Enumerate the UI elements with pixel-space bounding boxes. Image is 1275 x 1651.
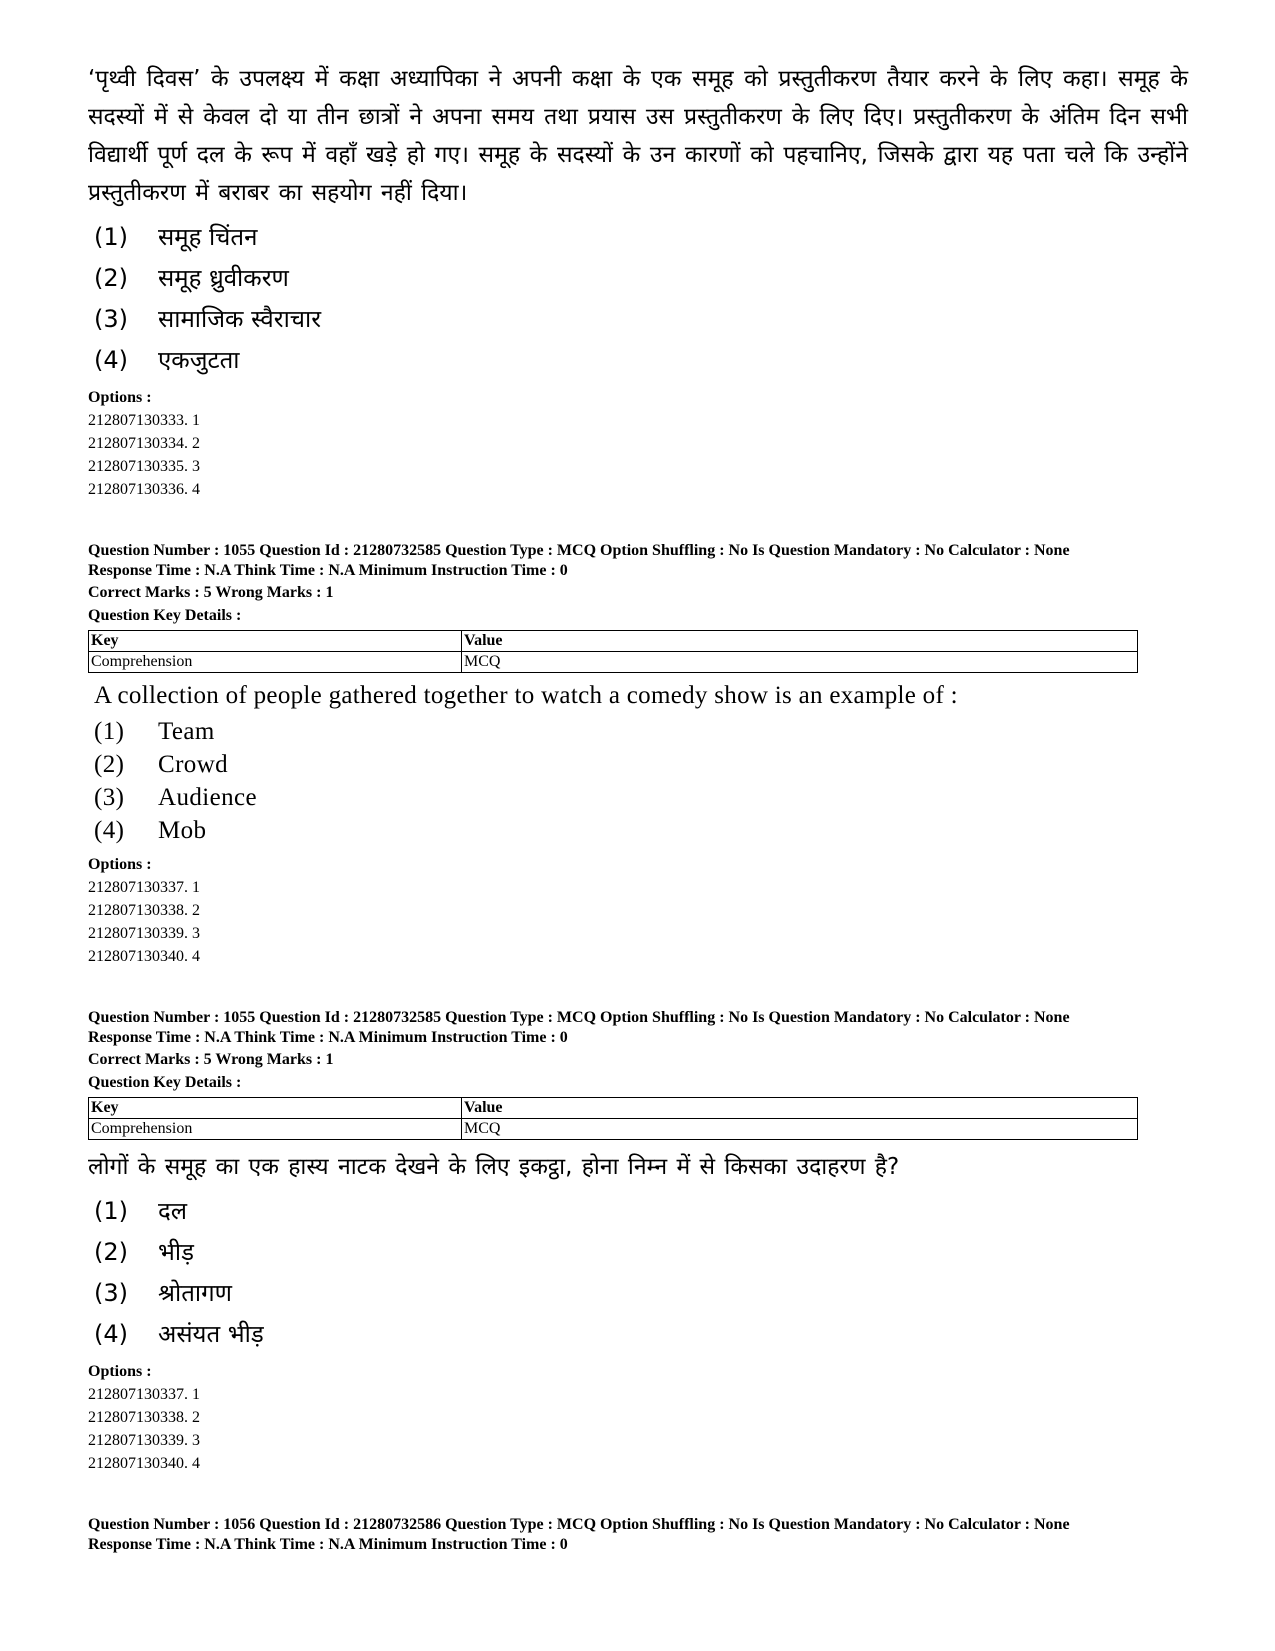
- choice-item: [94, 216, 1188, 257]
- question-meta: Question Number : 1056 Question Id : 21280732586 Question Type : MCQ Option Shuffling : No Is Question Mandatory : No Calculator : None: [88, 1516, 1070, 1533]
- question-block-2: [88, 541, 1188, 968]
- choice-text: समूह ध्रुवीकरण: [158, 264, 289, 292]
- choice-number: (3): [94, 304, 128, 333]
- options-label: Options :: [88, 1363, 152, 1380]
- marks-line: Correct Marks : 5 Wrong Marks : 1: [88, 584, 334, 601]
- choice-item: [94, 257, 1188, 298]
- question-text: A collection of people gathered together to watch a comedy show is an example of :: [94, 682, 958, 709]
- choice-item: [94, 715, 1188, 748]
- table-cell-key: Comprehension: [89, 1119, 462, 1140]
- choice-item: [94, 748, 1188, 781]
- question-block-4: [88, 1515, 1188, 1555]
- table-header-value: Value: [462, 631, 1138, 652]
- choice-text: समूह चिंतन: [158, 223, 258, 251]
- option-id: 212807130333. 1: [88, 412, 200, 429]
- option-id: 212807130339. 3: [88, 1432, 200, 1449]
- document-page: [88, 60, 1188, 1555]
- question-text: ‘पृथ्वी दिवस’ के उपलक्ष्य में कक्षा अध्यापिका ने अपनी कक्षा के एक समूह को प्रस्तुतीकरण तैयार करने के लिए कहा। समूह के सदस्यों में से केवल दो या तीन छात्रों ने अपना समय तथा प्रयास उस प्रस्तुतीकरण के लिए दिए। प्रस्तुतीकरण के अंतिम दिन सभी विद्यार्थी पूर्ण दल के रूप में वहाँ खड़े हो गए। समूह के सदस्यों के उन कारणों को पहचानिए, जिसके द्वारा यह पता चले कि उन्होंने प्रस्तुतीकरण में बराबर का सहयोग नहीं दिया।: [88, 66, 1188, 206]
- question-timing: Response Time : N.A Think Time : N.A Minimum Instruction Time : 0: [88, 1536, 568, 1553]
- question-meta: Question Number : 1055 Question Id : 21280732585 Question Type : MCQ Option Shuffling : No Is Question Mandatory : No Calculator : None: [88, 542, 1070, 559]
- option-id: 212807130340. 4: [88, 1455, 200, 1472]
- key-value-table: [88, 1097, 1138, 1140]
- question-block-1: [88, 60, 1188, 501]
- option-id: 212807130334. 2: [88, 435, 200, 452]
- question-text: लोगों के समूह का एक हास्य नाटक देखने के लिए इकट्ठा, होना निम्न में से किसका उदाहरण है?: [88, 1154, 900, 1180]
- question-meta: Question Number : 1055 Question Id : 21280732585 Question Type : MCQ Option Shuffling : No Is Question Mandatory : No Calculator : None: [88, 1009, 1070, 1026]
- choice-list: [94, 1190, 1188, 1354]
- choice-text: Mob: [158, 816, 207, 844]
- choice-text: दल: [158, 1197, 188, 1225]
- choice-number: (4): [94, 1319, 128, 1348]
- choice-list: [94, 216, 1188, 380]
- marks-line: Correct Marks : 5 Wrong Marks : 1: [88, 1051, 334, 1068]
- choice-text: भीड़: [158, 1238, 194, 1266]
- question-timing: Response Time : N.A Think Time : N.A Minimum Instruction Time : 0: [88, 1029, 568, 1046]
- choice-text: Crowd: [158, 750, 229, 778]
- choice-number: (2): [94, 1237, 128, 1266]
- choice-text: असंयत भीड़: [158, 1320, 264, 1348]
- choice-item: [94, 298, 1188, 339]
- option-id: 212807130339. 3: [88, 925, 200, 942]
- choice-number: (1): [94, 222, 128, 251]
- table-row: [89, 1119, 1138, 1140]
- key-value-table: [88, 630, 1138, 673]
- question-timing: Response Time : N.A Think Time : N.A Minimum Instruction Time : 0: [88, 562, 568, 579]
- choice-item: [94, 1313, 1188, 1354]
- question-block-3: [88, 1008, 1188, 1475]
- option-id: 212807130337. 1: [88, 879, 200, 896]
- table-cell-value: MCQ: [462, 1119, 1138, 1140]
- table-header-key: Key: [89, 1098, 462, 1119]
- choice-number: (4): [94, 345, 128, 374]
- option-id: 212807130336. 4: [88, 481, 200, 498]
- table-header-row: [89, 631, 1138, 652]
- choice-item: [94, 339, 1188, 380]
- choice-item: [94, 781, 1188, 814]
- choice-number: (3): [94, 783, 125, 811]
- choice-text: सामाजिक स्वैराचार: [158, 305, 322, 333]
- option-id: 212807130338. 2: [88, 902, 200, 919]
- choice-item: [94, 814, 1188, 847]
- option-id: 212807130338. 2: [88, 1409, 200, 1426]
- choice-number: (3): [94, 1278, 128, 1307]
- table-row: [89, 652, 1138, 673]
- choice-text: एकजुटता: [158, 346, 240, 374]
- choice-text: Team: [158, 717, 215, 745]
- key-details-label: Question Key Details :: [88, 1074, 242, 1091]
- choice-number: (2): [94, 750, 125, 778]
- choice-number: (1): [94, 1196, 128, 1225]
- choice-number: (4): [94, 816, 125, 844]
- key-details-label: Question Key Details :: [88, 607, 242, 624]
- options-label: Options :: [88, 856, 152, 873]
- option-id: 212807130337. 1: [88, 1386, 200, 1403]
- option-id: 212807130340. 4: [88, 948, 200, 965]
- table-cell-value: MCQ: [462, 652, 1138, 673]
- choice-list: [94, 715, 1188, 847]
- options-label: Options :: [88, 389, 152, 406]
- option-id: 212807130335. 3: [88, 458, 200, 475]
- choice-item: [94, 1190, 1188, 1231]
- choice-number: (2): [94, 263, 128, 292]
- table-cell-key: Comprehension: [89, 652, 462, 673]
- choice-number: (1): [94, 717, 125, 745]
- choice-text: श्रोतागण: [158, 1279, 232, 1307]
- table-header-key: Key: [89, 631, 462, 652]
- table-header-row: [89, 1098, 1138, 1119]
- choice-item: [94, 1231, 1188, 1272]
- choice-item: [94, 1272, 1188, 1313]
- table-header-value: Value: [462, 1098, 1138, 1119]
- choice-text: Audience: [158, 783, 257, 811]
